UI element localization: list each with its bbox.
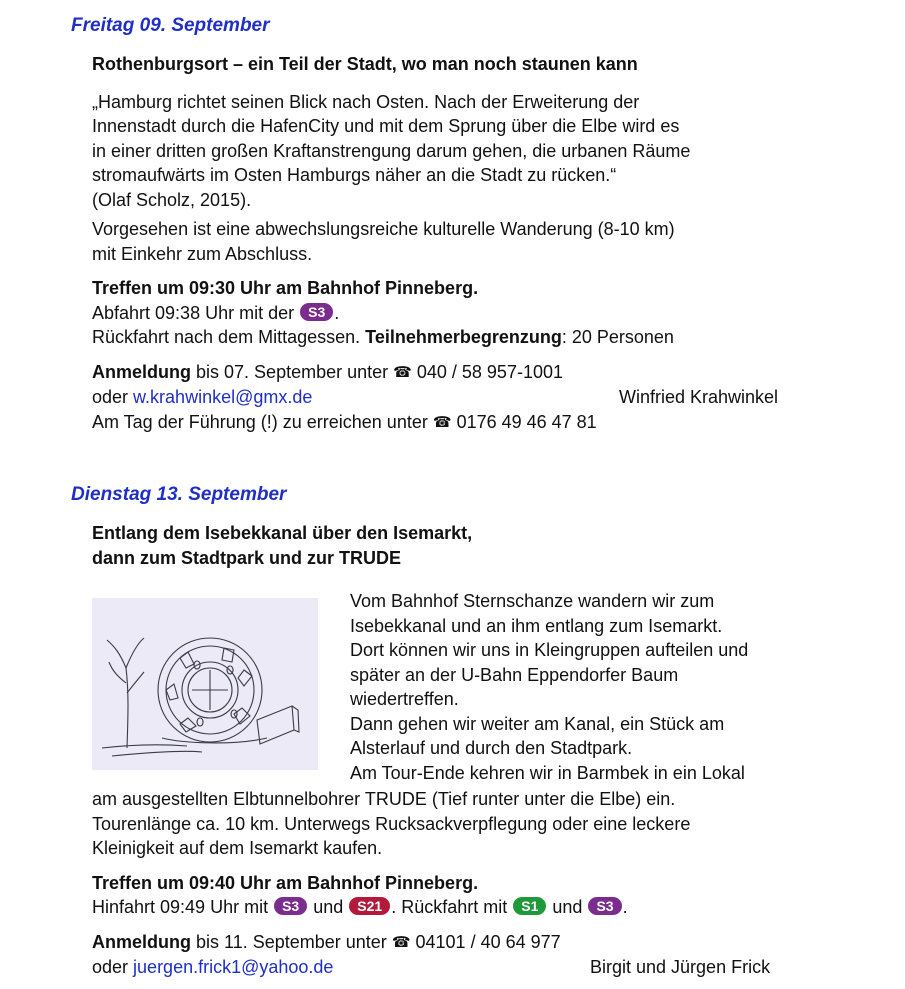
event2-text-line: Vom Bahnhof Sternschanze wandern wir zum [350,591,715,611]
event2-text-line: Dort können wir uns in Kleingruppen aufteilen und [350,640,749,660]
event2-description-right [350,589,840,785]
event2-text-line: wiedertreffen. [350,689,459,709]
event2-registration-label: Anmeldung [92,931,191,952]
event2-guides: Birgit und Jürgen Frick [590,957,771,977]
event1-departure-suffix: . [334,302,340,323]
event1-date: Freitag 09. September [71,15,270,36]
event1-guide: Winfried Krahwinkel [619,387,779,407]
event2-text-line: später an der U-Bahn Eppendorfer Baum [350,664,679,685]
event2-and: und [552,897,583,917]
event1-or: oder [92,387,129,407]
event2-title-line: Entlang dem Isebekkanal über den Isemarkt, [92,523,473,543]
event2-contact [92,955,852,980]
line-badge-s1: S1 [513,897,546,915]
event1-return [92,325,852,350]
event1-limit-value: : 20 Personen [561,327,674,347]
event1-quote-line: „Hamburg richtet seinen Blick nach Osten. Nach der Erweiterung der [92,91,640,112]
event2-text-line: Tourenlänge ca. 10 km. Unterwegs Rucksackverpflegung oder eine leckere [92,813,691,834]
event1-departure-prefix: Abfahrt 09:38 Uhr mit der [92,302,295,323]
event1-registration-text: bis 07. September unter [196,361,389,382]
event2-or: oder [92,957,129,977]
event1-quote-line: Innenstadt durch die HafenCity und mit dem Sprung über die Elbe wird es [92,116,680,136]
event1-limit-label: Teilnehmerbegrenzung [365,327,562,347]
event2-title-line: dann zum Stadtpark und zur TRUDE [92,547,402,568]
trude-sketch-image [92,598,318,770]
trude-sketch-drawing [92,598,318,770]
event2-title-block [92,521,852,570]
telephone-icon: ☎ [432,413,452,431]
event2-phone: 04101 / 40 64 977 [415,931,561,952]
event2-end: . [622,897,628,917]
event2-text-line: Isebekkanal und an ihm entlang zum Isemarkt. [350,615,723,636]
event2-meeting: Treffen um 09:40 Uhr am Bahnhof Pinneberg. [92,872,479,893]
event1-return-text: Rückfahrt nach dem Mittagessen. [92,327,361,347]
event1-description-line: mit Einkehr zum Abschluss. [92,243,313,264]
event1-dayof [92,410,852,436]
event1-description-line: Vorgesehen ist eine abwechslungsreiche kulturelle Wanderung (8-10 km) [92,219,675,239]
event1-registration-label: Anmeldung [92,361,191,382]
event2-description-full [92,787,852,980]
event2-registration-text: bis 11. September unter [196,931,387,952]
event2-text-line: Kleinigkeit auf dem Isemarkt kaufen. [92,838,383,858]
event1-quote-line: stromaufwärts im Osten Hamburgs näher an die Stadt zu rücken.“ [92,165,617,185]
event2-text-line: am ausgestellten Elbtunnelbohrer TRUDE (Tief runter unter die Elbe) ein. [92,789,676,809]
event1-email-link[interactable]: w.krahwinkel@gmx.de [133,387,313,407]
event2-transport [92,895,852,920]
event1-block [92,52,852,435]
event2-text-line: Dann gehen wir weiter am Kanal, ein Stück am [350,713,725,734]
event2-and: und [313,897,344,917]
event1-title: Rothenburgsort – ein Teil der Stadt, wo man noch staunen kann [92,54,638,74]
event1-departure [92,301,852,326]
event1-registration [92,360,852,386]
event1-quote-line: in einer dritten großen Kraftanstrengung darum gehen, die urbanen Räume [92,140,691,161]
event2-date: Dienstag 13. September [71,484,287,505]
event1-quote-source: (Olaf Scholz, 2015). [92,189,252,210]
event1-phone: 040 / 58 957-1001 [416,361,563,382]
event1-mobile: 0176 49 46 47 81 [456,411,597,432]
telephone-icon: ☎ [393,363,412,381]
event2-return-prefix: . Rückfahrt mit [391,897,508,917]
event1-contact [92,385,852,410]
event2-outbound-prefix: Hinfahrt 09:49 Uhr mit [92,897,269,917]
line-badge-s3: S3 [588,897,621,915]
event1-meeting: Treffen um 09:30 Uhr am Bahnhof Pinneberg. [92,278,479,298]
event2-registration [92,930,852,956]
line-badge-s21: S21 [349,897,390,915]
event2-email-link[interactable]: juergen.frick1@yahoo.de [133,957,334,977]
event2-text-line: Alsterlauf und durch den Stadtpark. [350,738,633,758]
line-badge-s3: S3 [300,303,333,321]
event1-dayof-text: Am Tag der Führung (!) zu erreichen unter [92,411,428,432]
event2-text-line: Am Tour-Ende kehren wir in Barmbek in ein Lokal [350,762,745,783]
line-badge-s3: S3 [274,897,307,915]
telephone-icon: ☎ [391,933,411,951]
